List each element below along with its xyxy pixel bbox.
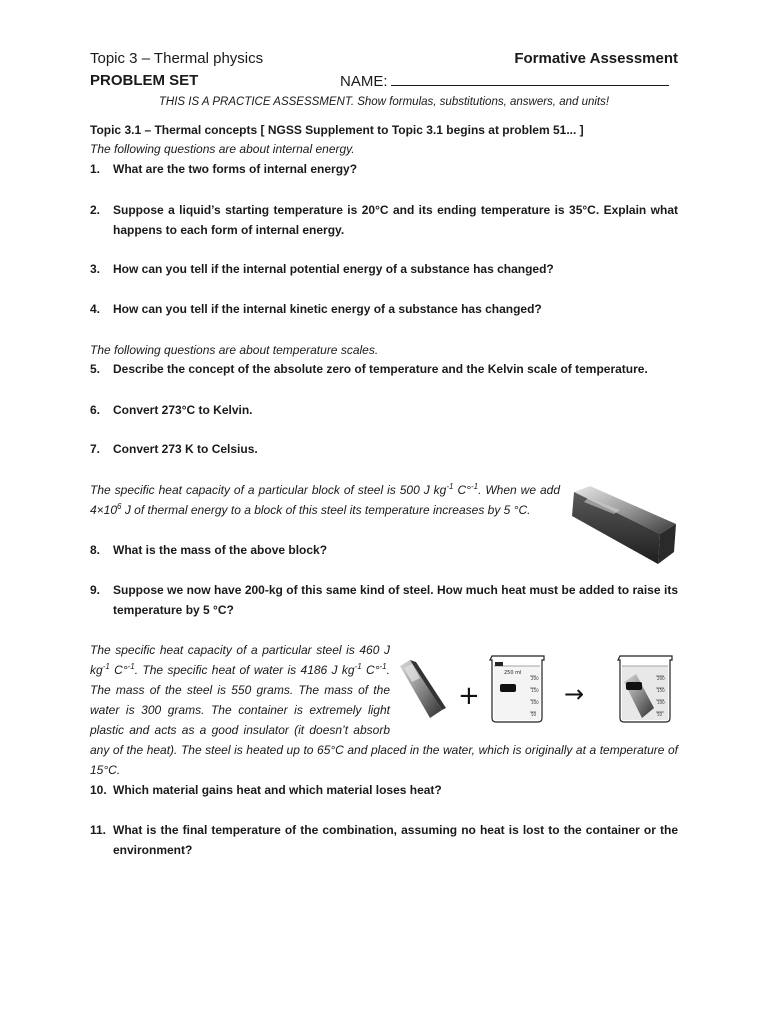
question-text: How can you tell if the internal kinetic energy of a substance has changed? xyxy=(113,302,542,316)
question-number: 8. xyxy=(90,543,101,557)
beaker-label: 250 ml xyxy=(504,670,522,676)
question-11 xyxy=(90,820,678,860)
name-blank-line[interactable] xyxy=(391,72,669,86)
question-text: Describe the concept of the absolute zero of temperature and the Kelvin scale of temperature. xyxy=(113,362,648,376)
svg-text:100: 100 xyxy=(657,700,665,705)
question-number: 11. xyxy=(90,823,107,837)
question-8 xyxy=(90,540,560,560)
question-2 xyxy=(90,200,678,240)
assessment-type: Formative Assessment xyxy=(514,50,678,67)
plus-sign: + xyxy=(458,681,480,711)
question-text: What are the two forms of internal energy? xyxy=(113,162,358,176)
question-6 xyxy=(90,400,678,420)
question-number: 10. xyxy=(90,783,107,797)
question-number: 6. xyxy=(90,403,101,417)
question-number: 4. xyxy=(90,302,101,316)
question-text: Which material gains heat and which material loses heat? xyxy=(113,783,442,797)
steel-piece-icon xyxy=(400,660,446,718)
svg-text:150: 150 xyxy=(657,688,665,693)
section-heading: Topic 3.1 – Thermal concepts [ NGSS Supplement to Topic 3.1 begins at problem 51... ] xyxy=(90,123,584,137)
svg-text:200: 200 xyxy=(531,676,539,681)
topic-title: Topic 3 – Thermal physics xyxy=(90,50,264,67)
name-label: NAME: xyxy=(340,73,388,90)
question-10 xyxy=(90,780,678,800)
steel-block-paragraph: The specific heat capacity of a particular block of steel is 500 J $kg^{-1}$ C°$^{-1}$. When we add $4\times 10^6$ J of thermal energy to a block of this steel its temperature increases by 5 °C. xyxy=(90,482,560,517)
water-beaker-icon xyxy=(490,656,544,722)
steel-block-image xyxy=(568,484,678,566)
steel-in-water-beaker-icon xyxy=(618,656,672,722)
question-text: Suppose we now have 200-kg of this same kind of steel. How much heat must be added to raise its temperature by 5 °C? xyxy=(113,583,678,617)
intro-internal-energy: The following questions are about internal energy. xyxy=(90,142,355,156)
question-number: 9. xyxy=(90,583,101,597)
arrow-icon: → xyxy=(564,680,585,708)
question-text: What is the final temperature of the combination, assuming no heat is lost to the container or the environment? xyxy=(113,823,678,857)
worksheet-page xyxy=(90,0,678,1024)
question-7 xyxy=(90,439,678,459)
steel-into-water-diagram xyxy=(398,652,680,724)
question-1 xyxy=(90,159,678,179)
steel-water-paragraph: The specific heat capacity of a particular steel is 460 J $kg^{-1}$ C°$^{-1}$. The specific heat of water is 4186 J $kg^{-1}$ C°$^{-1}$. The mass of the steel is 550 grams. The mass of the water is 300 grams. The container is extremely light plastic and acts as a good insulator (it doesn’t absorb any of the heat). The steel is heated up to 65°C and placed in the water, which is originally at a temperature of 15°C. xyxy=(90,640,678,780)
practice-note: THIS IS A PRACTICE ASSESSMENT. Show formulas, substitutions, answers, and units! xyxy=(158,96,610,108)
question-text: Convert 273 K to Celsius. xyxy=(113,442,258,456)
question-number: 7. xyxy=(90,442,101,456)
question-number: 2. xyxy=(90,203,101,217)
question-4 xyxy=(90,299,678,319)
name-field[interactable] xyxy=(340,72,669,90)
question-9 xyxy=(90,580,678,620)
question-3 xyxy=(90,259,678,279)
question-text: How can you tell if the internal potential energy of a substance has changed? xyxy=(113,262,554,276)
intro-temperature-scales: The following questions are about temperature scales. xyxy=(90,343,379,357)
svg-text:150: 150 xyxy=(531,688,539,693)
question-5 xyxy=(90,359,678,379)
question-text: Convert 273°C to Kelvin. xyxy=(113,403,253,417)
svg-text:50: 50 xyxy=(531,712,537,717)
svg-text:200: 200 xyxy=(657,676,665,681)
svg-text:50: 50 xyxy=(657,712,663,717)
problem-set-label: PROBLEM SET xyxy=(90,72,199,89)
question-number: 3. xyxy=(90,262,101,276)
question-text: What is the mass of the above block? xyxy=(113,543,328,557)
question-number: 5. xyxy=(90,362,101,376)
question-number: 1. xyxy=(90,162,101,176)
svg-text:100: 100 xyxy=(531,700,539,705)
question-text: Suppose a liquid’s starting temperature is 20°C and its ending temperature is 35°C. Explain what happens to each form of internal energy. xyxy=(113,203,678,237)
